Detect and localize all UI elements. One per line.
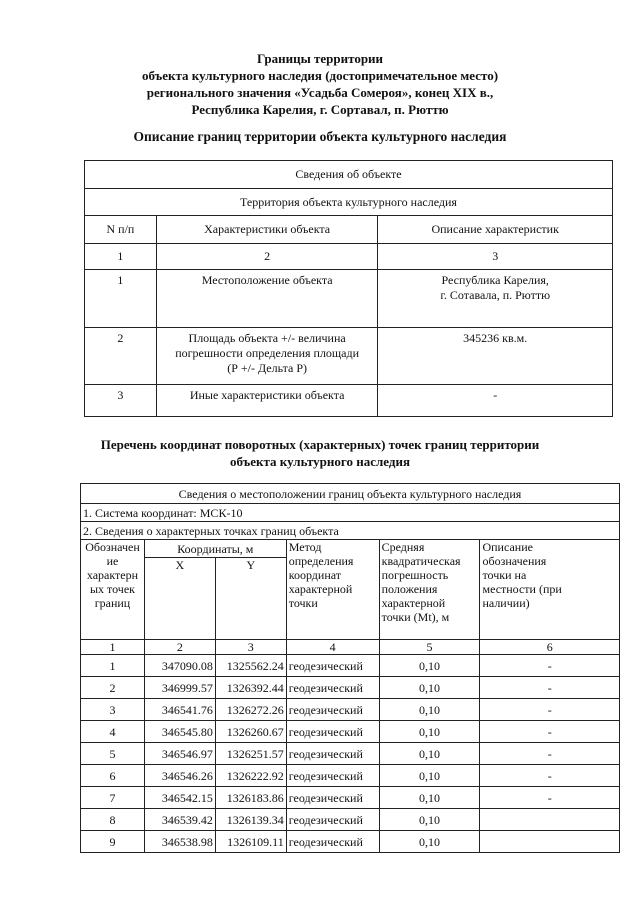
cell-point-id: 6 xyxy=(81,765,145,787)
col1-line: ых точек xyxy=(89,582,135,596)
cell-x-coord: 347090.08 xyxy=(144,655,215,677)
cell-mt-error: 0,10 xyxy=(379,677,480,699)
cell-mt-error: 0,10 xyxy=(379,655,480,677)
table2-header-method xyxy=(286,540,379,640)
table2-points-caption: 2. Сведения о характерных точках границ объекта xyxy=(81,522,620,540)
cell-y-coord: 1326260.67 xyxy=(215,721,286,743)
table1-header-n: N п/п xyxy=(85,216,157,244)
table1-row1-value-line2: г. Сотавала, п. Рюттю xyxy=(440,288,551,302)
cell-point-id: 1 xyxy=(81,655,145,677)
document-header xyxy=(0,50,640,118)
cell-y-coord: 1326139.34 xyxy=(215,809,286,831)
cell-point-description xyxy=(480,831,620,853)
table1-num-3: 3 xyxy=(378,244,613,270)
col4-line: точки xyxy=(288,596,318,610)
col6-line: обозначения xyxy=(482,554,547,568)
cell-point-id: 4 xyxy=(81,721,145,743)
table-row xyxy=(81,677,620,699)
col1-line: границ xyxy=(94,596,131,610)
table-row xyxy=(81,743,620,765)
table1-row2-value: 345236 кв.м. xyxy=(378,328,613,385)
table1-row1-name: Местоположение объекта xyxy=(156,270,378,328)
table2-num: 4 xyxy=(286,640,379,655)
cell-point-id: 5 xyxy=(81,743,145,765)
table2-header-point-id xyxy=(81,540,145,640)
table1-row3-name: Иные характеристики объекта xyxy=(156,385,378,417)
col6-line: местности (при xyxy=(482,582,562,596)
header-line-2: объекта культурного наследия (достопримечательное место) xyxy=(141,68,499,83)
cell-x-coord: 346999.57 xyxy=(144,677,215,699)
coordinates-table xyxy=(80,483,620,853)
table1-row3-value: - xyxy=(378,385,613,417)
table-row xyxy=(81,765,620,787)
cell-y-coord: 1326392.44 xyxy=(215,677,286,699)
cell-point-description: - xyxy=(480,655,620,677)
col1-line: ие xyxy=(106,554,119,568)
header-line-1: Границы территории xyxy=(256,51,384,66)
cell-point-id: 8 xyxy=(81,809,145,831)
cell-point-description: - xyxy=(480,787,620,809)
cell-method: геодезический xyxy=(286,655,379,677)
table1-header-characteristics: Характеристики объекта xyxy=(156,216,378,244)
cell-y-coord: 1326183.86 xyxy=(215,787,286,809)
table-row xyxy=(81,809,620,831)
cell-method: геодезический xyxy=(286,765,379,787)
cell-x-coord: 346539.42 xyxy=(144,809,215,831)
col1-line: характерн xyxy=(86,568,139,582)
table2-num: 1 xyxy=(81,640,145,655)
col4-line: определения xyxy=(288,554,354,568)
cell-x-coord: 346541.76 xyxy=(144,699,215,721)
cell-point-description: - xyxy=(480,677,620,699)
table-row xyxy=(81,787,620,809)
cell-point-description xyxy=(480,809,620,831)
col5-line: Средняя xyxy=(381,540,425,554)
table1-row2-name-line1: Площадь объекта +/- величина xyxy=(188,331,346,345)
header-line-4: Республика Карелия, г. Сортавал, п. Рюттю xyxy=(191,102,449,117)
cell-x-coord: 346545.80 xyxy=(144,721,215,743)
table2-num: 6 xyxy=(480,640,620,655)
cell-y-coord: 1326272.26 xyxy=(215,699,286,721)
cell-mt-error: 0,10 xyxy=(379,765,480,787)
cell-method: геодезический xyxy=(286,677,379,699)
table2-header-error xyxy=(379,540,480,640)
cell-point-id: 2 xyxy=(81,677,145,699)
cell-y-coord: 1325562.24 xyxy=(215,655,286,677)
cell-x-coord: 346546.26 xyxy=(144,765,215,787)
cell-y-coord: 1326222.92 xyxy=(215,765,286,787)
table2-header-y: Y xyxy=(215,558,286,640)
table2-header-coords: Координаты, м xyxy=(144,540,286,558)
table2-coordinate-system: 1. Система координат: МСК-10 xyxy=(81,504,620,522)
col1-line: Обозначен xyxy=(85,540,140,554)
table1-caption1: Сведения об объекте xyxy=(85,161,613,189)
table1-caption2: Территория объекта культурного наследия xyxy=(85,189,613,216)
coordinate-rows xyxy=(81,655,620,853)
table2-num: 5 xyxy=(379,640,480,655)
cell-method: геодезический xyxy=(286,787,379,809)
col5-line: погрешность xyxy=(381,568,449,582)
table2-header-description xyxy=(480,540,620,640)
table2-caption: Сведения о местоположении границ объекта культурного наследия xyxy=(81,484,620,504)
section1-title: Описание границ территории объекта культурного наследия xyxy=(133,129,507,144)
cell-method: геодезический xyxy=(286,743,379,765)
cell-y-coord: 1326251.57 xyxy=(215,743,286,765)
col5-line: характерной xyxy=(381,596,446,610)
cell-mt-error: 0,10 xyxy=(379,787,480,809)
cell-mt-error: 0,10 xyxy=(379,699,480,721)
object-info-table xyxy=(84,160,613,417)
header-line-3: регионального значения «Усадьба Сомероя», конец XIX в., xyxy=(146,85,494,100)
section2-title-line2: объекта культурного наследия xyxy=(230,454,410,469)
cell-method: геодезический xyxy=(286,699,379,721)
cell-method: геодезический xyxy=(286,809,379,831)
cell-point-id: 7 xyxy=(81,787,145,809)
table-row xyxy=(81,655,620,677)
col6-line: Описание xyxy=(482,540,533,554)
cell-point-description: - xyxy=(480,743,620,765)
table1-row2-name-line2: погрешности определения площади xyxy=(175,346,360,360)
table1-row2-name xyxy=(156,328,378,385)
table1-row1-n: 1 xyxy=(85,270,157,328)
table1-header-description: Описание характеристик xyxy=(378,216,613,244)
cell-mt-error: 0,10 xyxy=(379,831,480,853)
table1-row3-n: 3 xyxy=(85,385,157,417)
cell-point-description: - xyxy=(480,699,620,721)
col6-line: наличии) xyxy=(482,596,530,610)
table1-row1-value xyxy=(378,270,613,328)
table1-row1-value-line1: Республика Карелия, xyxy=(441,273,549,287)
cell-point-id: 9 xyxy=(81,831,145,853)
cell-y-coord: 1326109.11 xyxy=(215,831,286,853)
col4-line: характерной xyxy=(288,582,353,596)
table-row xyxy=(81,699,620,721)
col4-line: координат xyxy=(288,568,342,582)
cell-point-description: - xyxy=(480,765,620,787)
table-row xyxy=(81,831,620,853)
table2-num: 3 xyxy=(215,640,286,655)
col6-line: точки на xyxy=(482,568,527,582)
cell-x-coord: 346538.98 xyxy=(144,831,215,853)
cell-mt-error: 0,10 xyxy=(379,743,480,765)
cell-mt-error: 0,10 xyxy=(379,809,480,831)
col5-line: положения xyxy=(381,582,438,596)
table1-num-1: 1 xyxy=(85,244,157,270)
table-row xyxy=(81,721,620,743)
cell-point-id: 3 xyxy=(81,699,145,721)
table2-num: 2 xyxy=(144,640,215,655)
cell-mt-error: 0,10 xyxy=(379,721,480,743)
cell-method: геодезический xyxy=(286,831,379,853)
col5-line: квадратическая xyxy=(381,554,461,568)
table1-row2-n: 2 xyxy=(85,328,157,385)
section2-title xyxy=(0,436,640,470)
cell-point-description: - xyxy=(480,721,620,743)
table1-row2-name-line3: (Р +/- Дельта Р) xyxy=(227,361,308,375)
col4-line: Метод xyxy=(288,540,322,554)
cell-method: геодезический xyxy=(286,721,379,743)
cell-x-coord: 346542.15 xyxy=(144,787,215,809)
table1-num-2: 2 xyxy=(156,244,378,270)
table2-header-x: X xyxy=(144,558,215,640)
col5-line: точки (Mt), м xyxy=(381,610,450,624)
section2-title-line1: Перечень координат поворотных (характерных) точек границ территории xyxy=(100,437,540,452)
cell-x-coord: 346546.97 xyxy=(144,743,215,765)
